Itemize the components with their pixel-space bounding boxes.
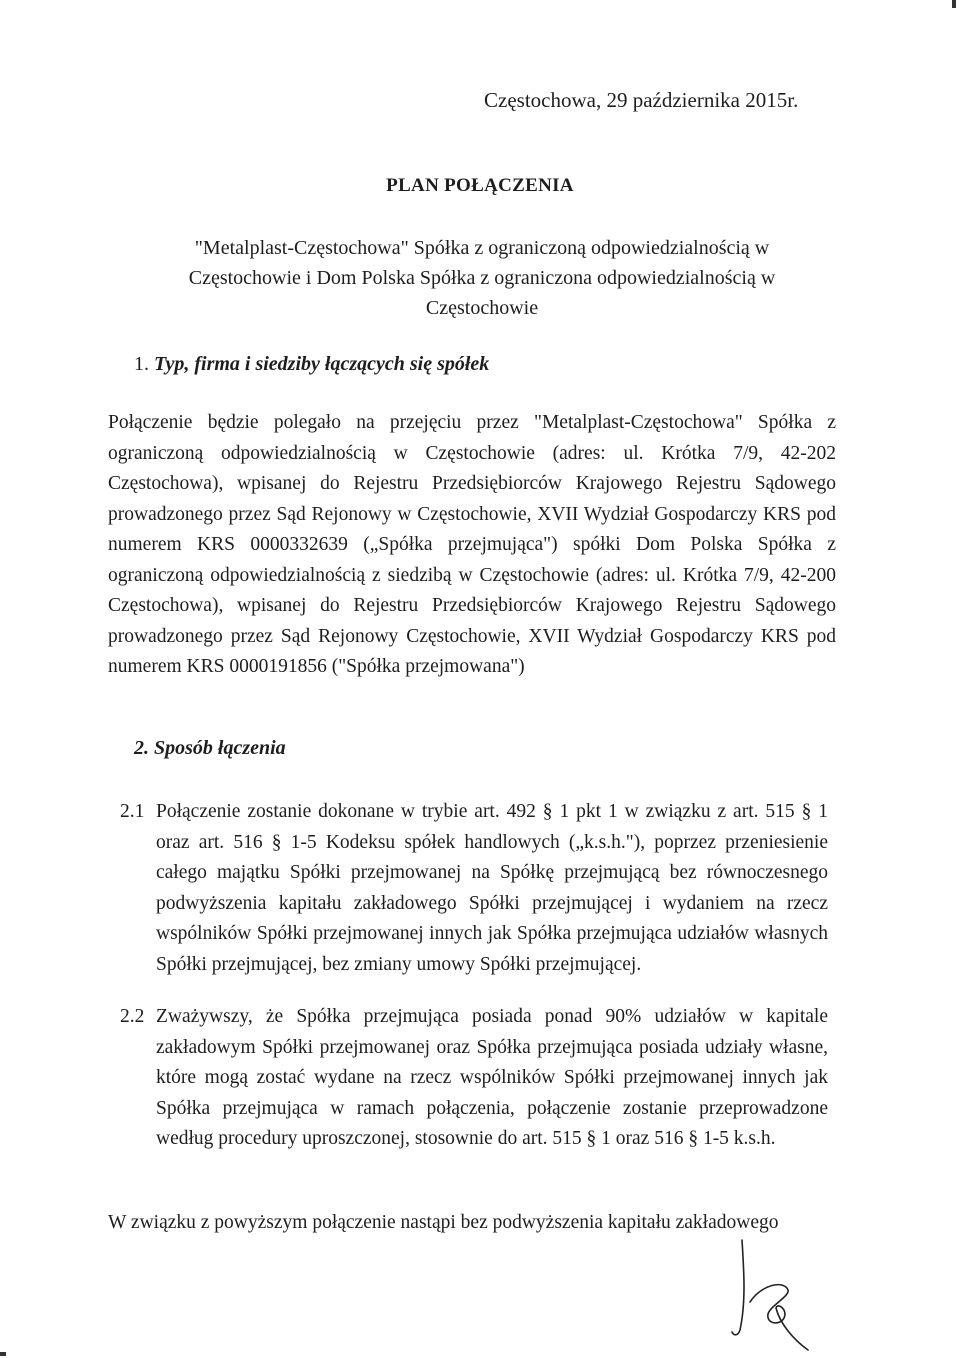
section-2-number: 2. [134, 737, 149, 759]
item-2-1-label: 2.1 [120, 801, 145, 822]
section-2-heading [134, 737, 286, 760]
section-1-heading [134, 353, 489, 376]
handwritten-signature [728, 1232, 818, 1352]
section-1-paragraph: Połączenie będzie polegało na przejęciu przez "Metalplast-Częstochowa" Spółka z ograniczoną odpowiedzialnością w Częstochowie (adres: ul. Krótka 7/9, 42-202 Częstochowa), wpisanej do Rejestru Przedsiębiorców Krajowego Rejestru Sądowego prowadzonego przez Sąd Rejonowy w Częstochowie, XVII Wydział Gospodarczy KRS pod numerem KRS 0000332639 („Spółka przejmująca") spółki Dom Polska Spółka z ograniczoną odpowiedzialnością z siedzibą w Częstochowie (adres: ul. Krótka 7/9, 42-200 Częstochowa), wpisanej do Rejestru Przedsiębiorców Krajowego Rejestru Sądowego prowadzonego przez Sąd Rejonowy Częstochowie, XVII Wydział Gospodarczy KRS pod numerem KRS 0000191856 ("Spółka przejmowana") [108, 412, 836, 677]
document-subtitle: "Metalplast-Częstochowa" Spółka z ograniczoną odpowiedzialnością w Częstochowie i Dom Polska Spółka z ograniczona odpowiedzialnością w Częstochowie [188, 237, 776, 319]
document-date: Częstochowa, 29 października 2015r. [484, 88, 799, 112]
document-title: PLAN POŁĄCZENIA [386, 175, 574, 196]
item-2-2-label: 2.2 [120, 1006, 145, 1027]
scan-mark [0, 1352, 6, 1356]
item-2-1-text: Połączenie zostanie dokonane w trybie art. 492 § 1 pkt 1 w związku z art. 515 § 1 oraz art. 516 § 1-5 Kodeksu spółek handlowych („k.s.h."), poprzez przeniesienie całego majątku Spółki przejmowanej na Spółkę przejmującą bez równoczesnego podwyższenia kapitału zakładowego Spółki przejmującej i wydaniem na rzecz wspólników Spółki przejmowanej innych jak Spółka przejmująca udziałów własnych Spółki przejmującej, bez zmiany umowy Spółki przejmującej. [156, 801, 828, 975]
section-1-number: 1. [134, 353, 149, 375]
item-2-2-text: Zważywszy, że Spółka przejmująca posiada ponad 90% udziałów w kapitale zakładowym Spółki przejmowanej oraz Spółka przejmująca posiada udziały własne, które mogą zostać wydane na rzecz wspólników Spółki przejmowanej innych jak Spółka przejmująca w ramach połączenia, połączenie zostanie przeprowadzone według procedury uproszczonej, stosownie do art. 515 § 1 oraz 516 § 1-5 k.s.h. [156, 1006, 828, 1149]
closing-sentence: W związku z powyższym połączenie nastąpi bez podwyższenia kapitału zakładowego [108, 1212, 779, 1233]
section-2-title: Sposób łączenia [154, 737, 286, 759]
section-1-title: Typ, firma i siedziby łączących się spółek [154, 353, 490, 375]
scan-mark [952, 0, 956, 8]
